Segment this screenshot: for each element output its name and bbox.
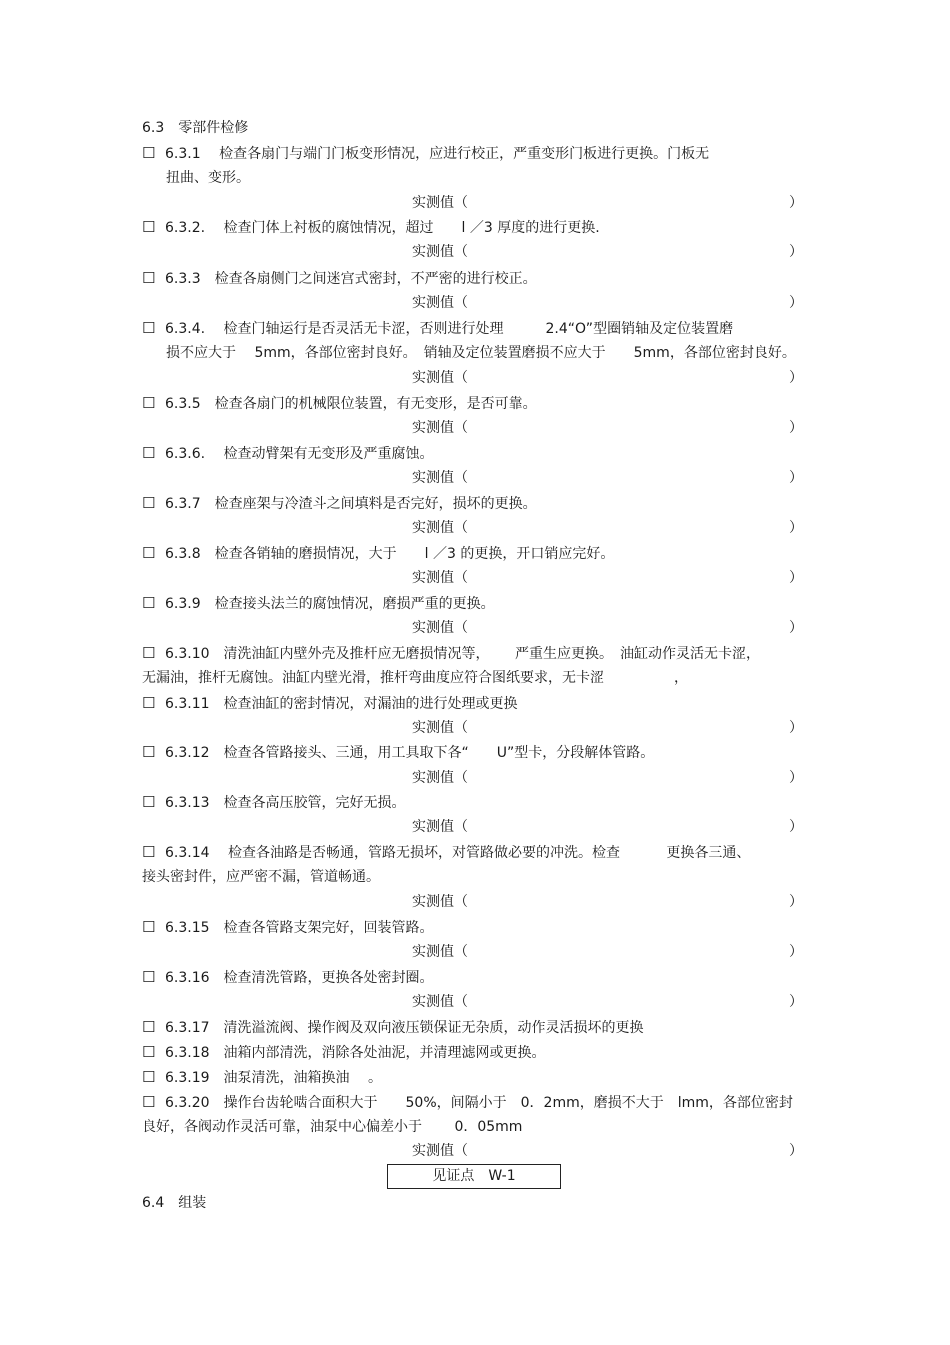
measured-value-close: ） [789,1143,803,1159]
measured-value-label: 实测值（ [412,894,468,910]
checkbox-6-3-13[interactable]: ☐ [142,793,156,811]
checkbox-6-3-9[interactable]: ☐ [142,594,156,612]
measured-value-label: 实测值（ [412,770,468,786]
measured-value-close: ） [789,944,803,960]
measured-value-label: 实测值（ [412,819,468,835]
checkbox-6-3-8[interactable]: ☐ [142,544,156,562]
checkbox-6-3-12[interactable]: ☐ [142,743,156,761]
measured-value-close: ） [789,295,803,311]
item-6-3-10-line2: 无漏油，推杆无腐蚀。油缸内壁光滑，推杆弯曲度应符合图纸要求，无卡涩 ， [142,670,688,686]
item-6-3-1-line2: 扭曲、变形。 [166,170,250,186]
item-6-3-5: 6.3.5 检查各扇门的机械限位装置，有无变形，是否可靠。 [165,396,537,412]
measured-value-close: ） [789,994,803,1010]
checkbox-6-3-15[interactable]: ☐ [142,918,156,936]
item-6-3-7: 6.3.7 检查座架与冷渣斗之间填料是否完好，损坏的更换。 [165,496,537,512]
measured-value-label: 实测值（ [412,1143,468,1159]
item-6-3-19: 6.3.19 油泵清洗，油箱换油 。 [165,1070,382,1086]
measured-value-close: ） [789,570,803,586]
checkbox-6-3-1[interactable]: ☐ [142,144,156,162]
measured-value-label: 实测值（ [412,470,468,486]
item-6-3-8: 6.3.8 检查各销轴的磨损情况，大于 l ／3 的更换，开口销应完好。 [165,546,615,562]
measured-value-label: 实测值（ [412,944,468,960]
checkbox-6-3-11[interactable]: ☐ [142,694,156,712]
measured-value-label: 实测值（ [412,620,468,636]
measured-value-label: 实测值（ [412,570,468,586]
checkbox-6-3-3[interactable]: ☐ [142,269,156,287]
item-6-3-4-line2: 损不应大于 5mm，各部位密封良好。 销轴及定位装置磨损不应大于 5mm，各部位密封良好。 [166,345,796,361]
checkbox-6-3-7[interactable]: ☐ [142,494,156,512]
item-6-3-11: 6.3.11 检查油缸的密封情况，对漏油的进行处理或更换 [165,696,518,712]
measured-value-label: 实测值（ [412,295,468,311]
item-6-3-20-line2: 良好，各阀动作灵活可靠，油泵中心偏差小于 0．05mm [142,1119,523,1135]
item-6-3-15: 6.3.15 检查各管路支架完好，回装管路。 [165,920,434,936]
measured-value-close: ） [789,470,803,486]
item-6-3-18: 6.3.18 油箱内部清洗，消除各处油泥，并清理滤网或更换。 [165,1045,546,1061]
measured-value-close: ） [789,770,803,786]
checkbox-6-3-14[interactable]: ☐ [142,843,156,861]
measured-value-close: ） [789,620,803,636]
measured-value-close: ） [789,894,803,910]
checkbox-6-3-16[interactable]: ☐ [142,968,156,986]
measured-value-label: 实测值（ [412,994,468,1010]
item-6-3-13: 6.3.13 检查各高压胶管，完好无损。 [165,795,406,811]
item-6-3-3: 6.3.3 检查各扇侧门之间迷宫式密封，不严密的进行校正。 [165,271,537,287]
item-6-3-2: 6.3.2. 检查门体上衬板的腐蚀情况，超过 l ／3 厚度的进行更换. [165,220,600,236]
item-6-3-16: 6.3.16 检查清洗管路，更换各处密封圈。 [165,970,434,986]
checkbox-6-3-10[interactable]: ☐ [142,644,156,662]
checkbox-6-3-17[interactable]: ☐ [142,1018,156,1036]
item-6-3-20-line1: 6.3.20 操作台齿轮啮合面积大于 50%，间隔小于 0．2mm，磨损不大于 lmm，各部位密封 [165,1095,793,1111]
measured-value-label: 实测值（ [412,244,468,260]
item-6-3-12: 6.3.12 检查各管路接头、三通，用工具取下各“ U”型卡，分段解体管路。 [165,745,655,761]
checkbox-6-3-18[interactable]: ☐ [142,1043,156,1061]
measured-value-label: 实测值（ [412,370,468,386]
measured-value-label: 实测值（ [412,720,468,736]
checkbox-6-3-5[interactable]: ☐ [142,394,156,412]
checkbox-6-3-20[interactable]: ☐ [142,1093,156,1111]
item-6-3-4-line1: 6.3.4. 检查门轴运行是否灵活无卡涩，否则进行处理 2.4“O”型圈销轴及定位装置磨 [165,321,734,337]
measured-value-label: 实测值（ [412,520,468,536]
checkbox-6-3-4[interactable]: ☐ [142,319,156,337]
checkbox-6-3-19[interactable]: ☐ [142,1068,156,1086]
section-heading-6-3: 6.3 零部件检修 [142,120,249,136]
item-6-3-10-line1: 6.3.10 清洗油缸内壁外壳及推杆应无磨损情况等， 严重生应更换。 油缸动作灵活无卡涩， [165,646,760,662]
item-6-3-9: 6.3.9 检查接头法兰的腐蚀情况，磨损严重的更换。 [165,596,495,612]
witness-point-box: 见证点 W-1 [387,1164,561,1189]
item-6-3-1-line1: 6.3.1 检查各扇门与端门门板变形情况，应进行校正，严重变形门板进行更换。门板无 [165,146,710,162]
checkbox-6-3-6[interactable]: ☐ [142,444,156,462]
measured-value-close: ） [789,520,803,536]
item-6-3-14-line1: 6.3.14 检查各油路是否畅通，管路无损坏，对管路做必要的冲洗。检查 更换各三通、 [165,845,751,861]
measured-value-close: ） [789,244,803,260]
measured-value-label: 实测值（ [412,195,468,211]
measured-value-label: 实测值（ [412,420,468,436]
checkbox-6-3-2[interactable]: ☐ [142,218,156,236]
measured-value-close: ） [789,370,803,386]
section-heading-6-4: 6.4 组装 [142,1195,207,1211]
measured-value-close: ） [789,195,803,211]
measured-value-close: ） [789,819,803,835]
measured-value-close: ） [789,420,803,436]
item-6-3-14-line2: 接头密封件，应严密不漏，管道畅通。 [142,869,380,885]
item-6-3-6: 6.3.6. 检查动臂架有无变形及严重腐蚀。 [165,446,434,462]
measured-value-close: ） [789,720,803,736]
item-6-3-17: 6.3.17 清洗溢流阀、操作阀及双向液压锁保证无杂质，动作灵活损坏的更换 [165,1020,644,1036]
